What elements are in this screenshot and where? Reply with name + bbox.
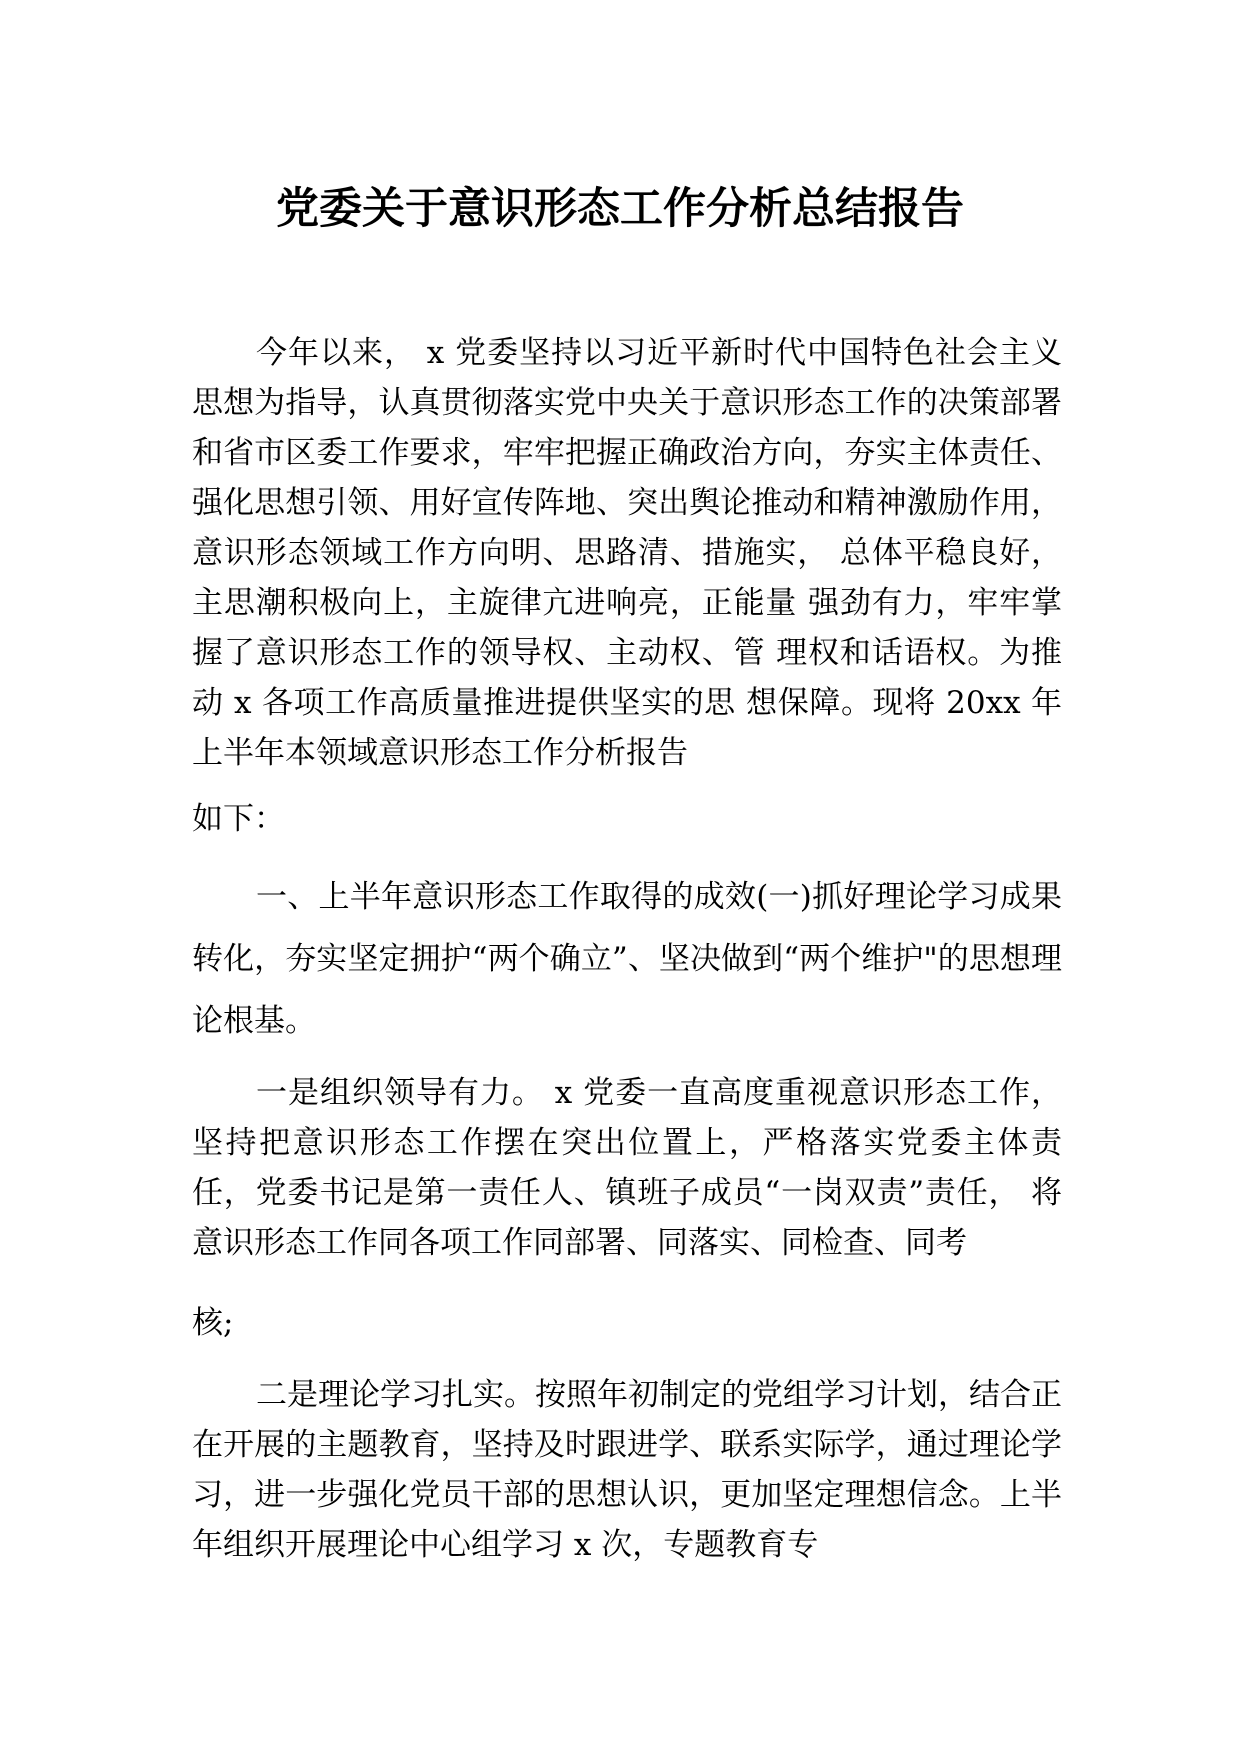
paragraph-intro: 今年以来， x 党委坚持以习近平新时代中国特色社会主义思想为指导，认真贯彻落实党中央关于意识形态工作的决策部署和省市区委工作要求，牢牢把握正确政治方向，夯实主体责任、强化思想引领、用好宣传阵地、突出舆论推动和精神激励作用，意识形态领域工作方向明、思路清、措施实， 总体平稳良好，主思潮积极向上，主旋律亢进响亮，正能量 强劲有力，牢牢掌握了意识形态工作的领导权、主动权、管 理权和话语权。为推动 x 各项工作高质量推进提供坚实的思 想保障。现将 20xx 年上半年本领域意识形态工作分析报告 — [192, 335, 1062, 771]
document-body — [192, 328, 1062, 1570]
document-title: 党委关于意识形态工作分析总结报告 — [276, 183, 964, 234]
paragraph-point-two: 二是理论学习扎实。按照年初制定的党组学习计划，结合正在开展的主题教育，坚持及时跟进学、联系实际学，通过理论学习，进一步强化党员干部的思想认识，更加坚定理想信念。上半年组织开展理论中心组学习 x 次，专题教育专 — [192, 1377, 1062, 1563]
paragraph-section-one: 一、上半年意识形态工作取得的成效(一)抓好理论学习成果转化，夯实坚定拥护“两个确立”、坚决做到“两个维护"的思想理论根基。 — [192, 879, 1062, 1039]
paragraph-continuation: 核; — [192, 1305, 234, 1341]
paragraph-as-follows: 如下： — [192, 801, 285, 837]
paragraph-point-one: 一是组织领导有力。 x 党委一直高度重视意识形态工作， 坚持把意识形态工作摆在突出位置上，严格落实党委主体责 任，党委书记是第一责任人、镇班子成员“一岗双责”责任， 将意识形态工作同各项工作同部署、同落实、同检查、同考 — [192, 1075, 1062, 1261]
